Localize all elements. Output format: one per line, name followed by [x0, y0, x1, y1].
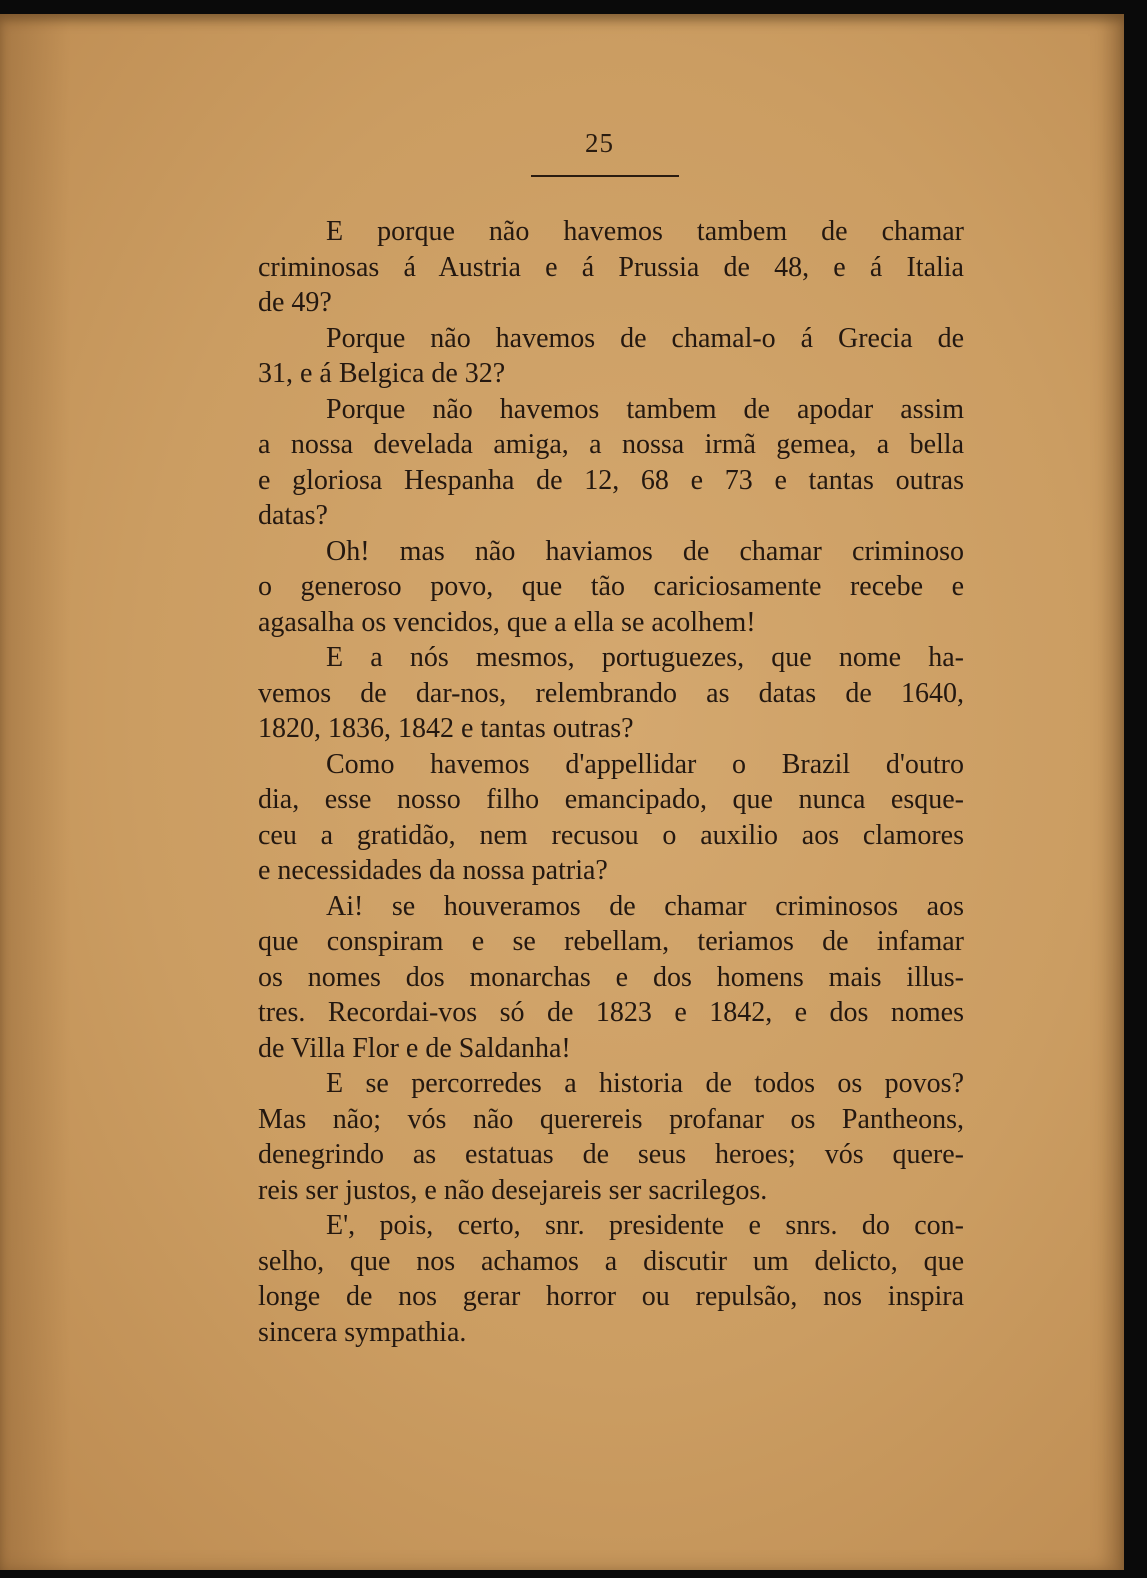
- text-line: a nossa develada amiga, a nossa irmã gemea, a bella: [258, 429, 964, 460]
- text-line: vemos de dar-nos, relembrando as datas de 1640,: [258, 677, 964, 709]
- text-line: criminosas á Austria e á Prussia de 48, e á Italia: [258, 251, 964, 283]
- text-line: 31, e á Belgica de 32?: [258, 358, 506, 389]
- text-line: agasalha os vencidos, que a ella se acolhem!: [258, 606, 756, 638]
- page-spine-shadow: [0, 14, 70, 1570]
- text-line: Oh! mas não haviamos de chamar criminoso: [326, 535, 964, 567]
- text-line: 1820, 1836, 1842 e tantas outras?: [258, 713, 634, 744]
- text-line: E', pois, certo, snr. presidente e snrs. do con-: [326, 1210, 964, 1241]
- text-line: E se percorredes a historia de todos os povos?: [326, 1068, 964, 1099]
- text-line: e necessidades da nossa patria?: [258, 855, 608, 886]
- text-line: e gloriosa Hespanha de 12, 68 e 73 e tantas outras: [258, 464, 964, 496]
- text-line: Porque não havemos tambem de apodar assim: [326, 393, 964, 425]
- text-line: Porque não havemos de chamal-o á Grecia de: [326, 322, 964, 354]
- text-line: que conspiram e se rebellam, teriamos de infamar: [258, 926, 964, 957]
- text-line: E porque não havemos tambem de chamar: [326, 216, 964, 247]
- text-line: Mas não; vós não querereis profanar os Pantheons,: [258, 1103, 964, 1135]
- text-line: dia, esse nosso filho emancipado, que nunca esque-: [258, 784, 964, 815]
- text-line: ceu a gratidão, nem recusou o auxilio aos clamores: [258, 819, 964, 851]
- text-line: Como havemos d'appellidar o Brazil d'outro: [326, 748, 964, 780]
- text-line: Ai! se houveramos de chamar criminosos aos: [326, 890, 964, 922]
- body-text: [258, 214, 964, 1350]
- text-line: reis ser justos, e não desejareis ser sacrilegos.: [258, 1174, 768, 1206]
- text-line: sincera sympathia.: [258, 1316, 467, 1348]
- text-line: datas?: [258, 500, 328, 531]
- text-line: tres. Recordai-vos só de 1823 e 1842, e dos nomes: [258, 997, 964, 1028]
- text-line: longe de nos gerar horror ou repulsão, nos inspira: [258, 1281, 964, 1312]
- text-line: de Villa Flor e de Saldanha!: [258, 1032, 571, 1064]
- text-line: E a nós mesmos, portuguezes, que nome ha-: [326, 642, 964, 673]
- header-rule: [531, 175, 679, 177]
- text-line: os nomes dos monarchas e dos homens mais illus-: [258, 961, 964, 993]
- page-number: 25: [585, 128, 614, 158]
- text-line: o generoso povo, que tão cariciosamente recebe e: [258, 571, 964, 602]
- text-line: de 49?: [258, 287, 332, 318]
- text-line: selho, que nos achamos a discutir um delicto, que: [258, 1245, 964, 1277]
- book-page: [0, 14, 1124, 1570]
- text-line: denegrindo as estatuas de seus heroes; vós quere-: [258, 1139, 964, 1170]
